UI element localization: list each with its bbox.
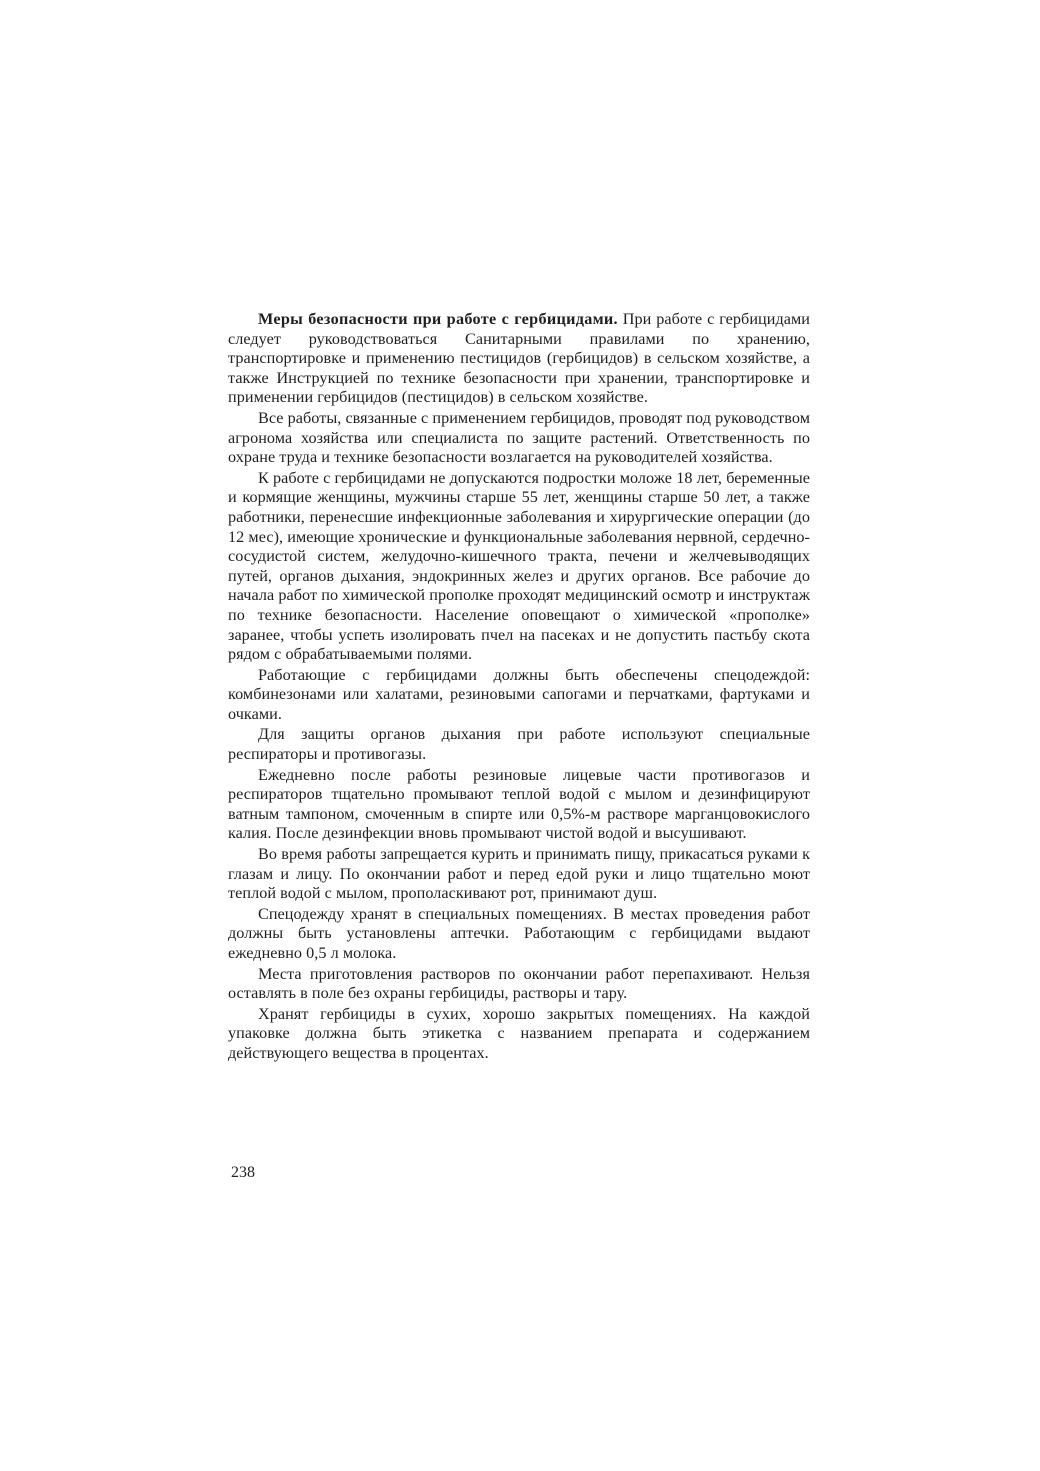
page-number: 238 (231, 1164, 255, 1181)
section-heading: Меры безопасности при работе с гербицидами. (258, 310, 618, 328)
paragraph-field-handling: Места приготовления растворов по окончании работ перепахивают. Нельзя оставлять в поле без охраны гербициды, растворы и тару. (228, 964, 810, 1003)
page-text-block (228, 310, 810, 1065)
paragraph-work-hygiene: Во время работы запрещается курить и принимать пищу, прикасаться руками к глазам и лицу. По окончании работ и перед едой руки и лицо тщательно моют теплой водой с мылом, прополаскивают рот, принимают душ. (228, 845, 810, 903)
paragraph-supervision: Все работы, связанные с применением гербицидов, проводят под руководством агронома хозяйства или специалиста по защите растений. Ответственность по охране труда и технике безопасности возлагается на руководителей хозяйства. (228, 408, 811, 467)
paragraph-protective-clothing: Работающие с гербицидами должны быть обеспечены спецодеждой: комбинезонами или халатами, резиновыми сапогами и перчатками, фартуками и очками. (228, 665, 810, 723)
paragraph-safety-intro (228, 310, 810, 408)
paragraph-admission-restrictions: К работе с гербицидами не допускаются подростки моложе 18 лет, беременные и кормящие женщины, мужчины старше 55 лет, женщины старше 50 лет, а также работники, перенесшие инфекционные заболевания и хирургические операции (до 12 мес), имеющие хронические и функциональные заболевания нервной, сердечно-сосудистой систем, желудочно-кишечного тракта, печени и желчевыводящих путей, органов дыхания, эндокринных желез и других органов. Все рабочие до начала работ по химической прополке проходят медицинский осмотр и инструктаж по технике безопасности. Население оповещают о химической «прополке» заранее, чтобы успеть изолировать пчел на пасеках и не допустить пастьбу скота рядом с обрабатываемыми полями. (228, 468, 810, 664)
paragraph-workwear-storage: Спецодежду хранят в специальных помещениях. В местах проведения работ должны быть установлены аптечки. Работающим с гербицидами выдают ежедневно 0,5 л молока. (228, 904, 810, 962)
paragraph-herbicide-storage: Хранят гербициды в сухих, хорошо закрытых помещениях. На каждой упаковке должна быть этикетка с названием препарата и содержанием действующего вещества в процентах. (228, 1004, 810, 1062)
paragraph-respiratory-protection: Для защиты органов дыхания при работе используют специальные респираторы и противогазы. (228, 725, 810, 764)
paragraph-mask-cleaning: Ежедневно после работы резиновые лицевые части противогазов и респираторов тщательно промывают теплой водой с мылом и дезинфицируют ватным тампоном, смоченным в спирте или 0,5%-м растворе марганцовокислого калия. После дезинфекции вновь промывают чистой водой и высушивают. (228, 765, 810, 843)
paragraph-text: При работе с гербицидами следует руководствоваться Санитарными правилами по хранению, транспортировке и применению пестицидов (гербицидов) в сельском хозяйстве, а также Инструкцией по технике безопасности при хранении, транспортировке и применении гербицидов (пестицидов) в сельском хозяйстве. (228, 310, 811, 407)
